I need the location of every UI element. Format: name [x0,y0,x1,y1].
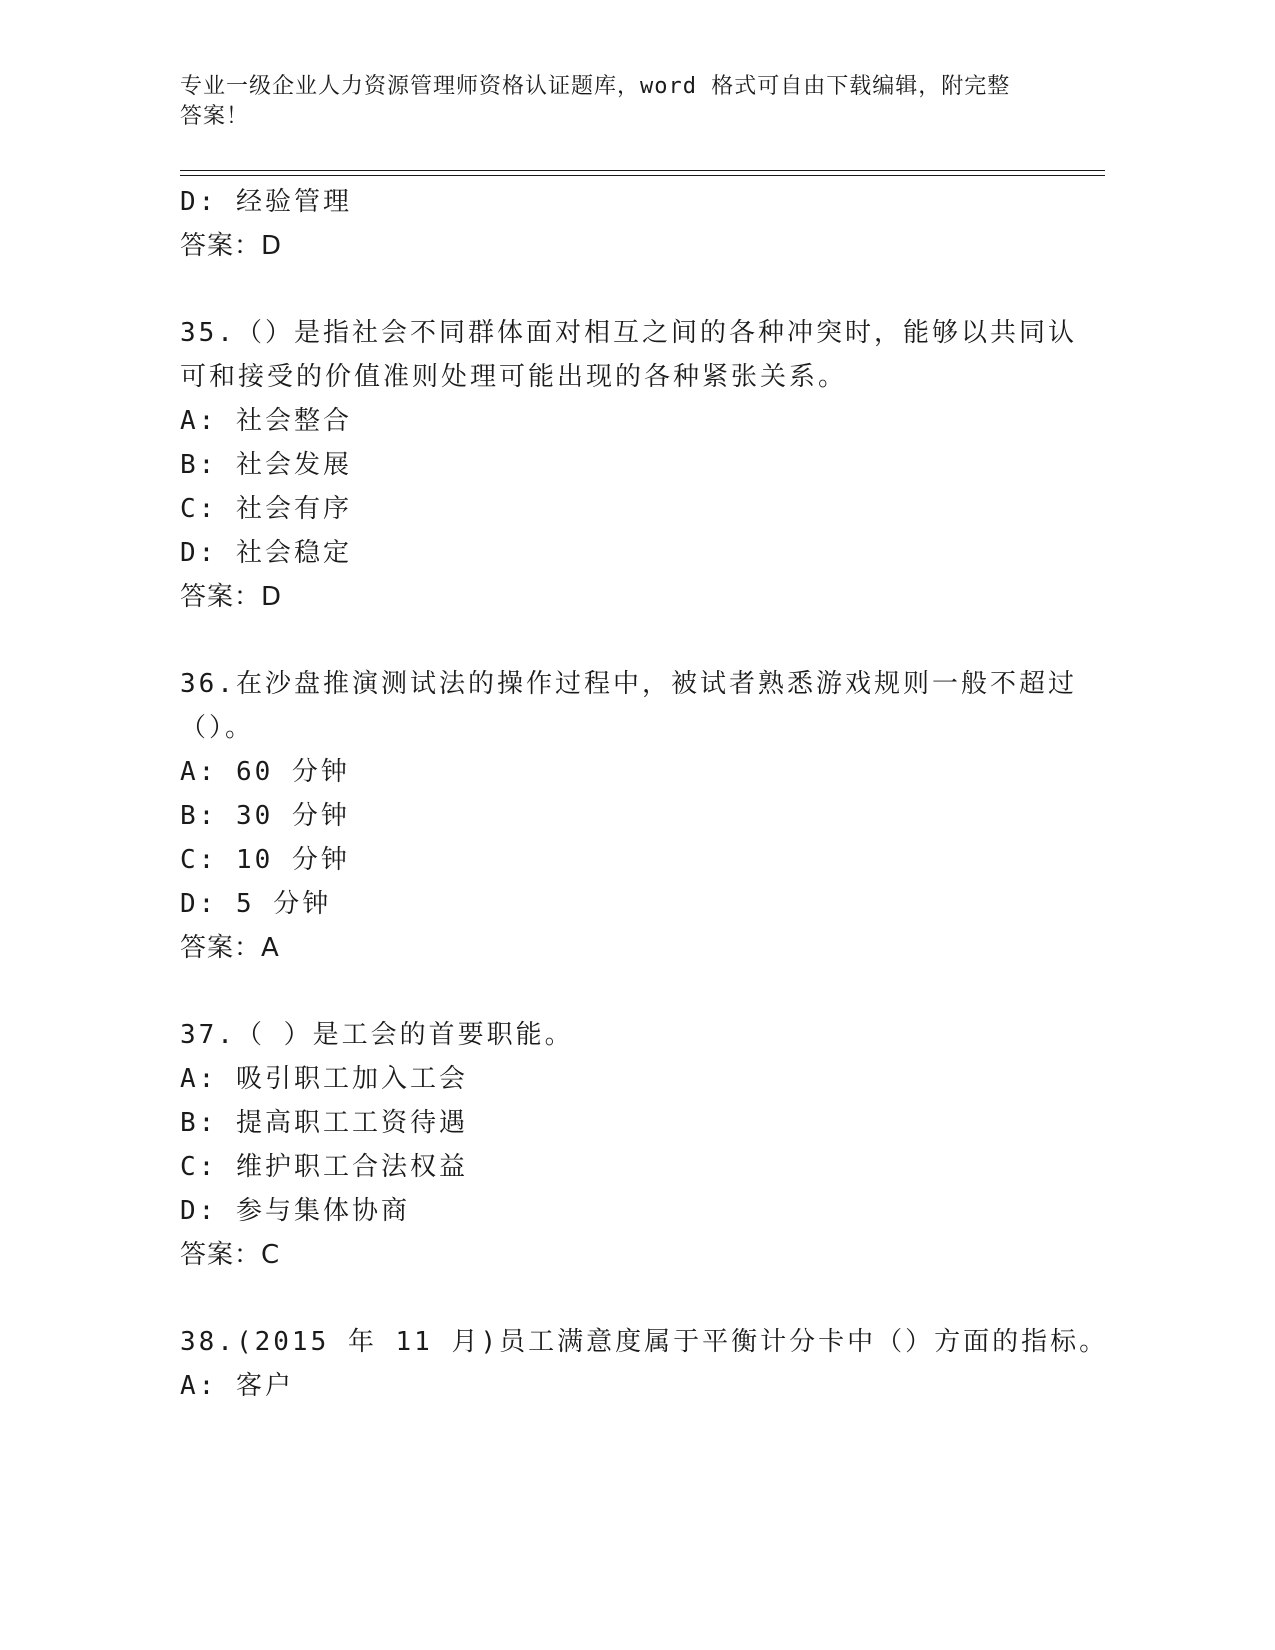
option-c: C: 10 分钟 [180,845,350,875]
answer-value: C [261,1240,281,1270]
document-header [180,72,1060,132]
spacer [180,1277,1050,1320]
answer-label: 答案： [180,933,262,963]
question-35 [180,311,1077,619]
spacer [180,619,1050,662]
question-37 [180,1013,1050,1277]
header-line-1: 专业一级企业人力资源管理师资格认证题库，word 格式可自由下载编辑，附完整 [180,74,1011,99]
answer-label: 答案： [180,1240,262,1270]
answer-value: D [261,582,283,612]
option-d: D: 参与集体协商 [180,1196,410,1226]
option-a: A: 60 分钟 [180,757,350,787]
question-text-line: 38.(2015 年 11 月)员工满意度属于平衡计分卡中（）方面的指标。 [180,1327,1109,1357]
option-a: A: 客户 [180,1371,294,1401]
answer-value: D [261,231,283,261]
answer-line [180,1233,1050,1277]
header-divider-bottom [180,175,1105,176]
option-d: D: 经验管理 [180,187,352,217]
option-c: C: 维护职工合法权益 [180,1152,468,1182]
spacer [180,268,1050,311]
question-text-line: 可和接受的价值准则处理可能出现的各种紧张关系。 [180,362,848,392]
option-b: B: 提高职工工资待遇 [180,1108,468,1138]
question-text-line: （）。 [180,713,255,743]
option-d: D: 社会稳定 [180,538,352,568]
option-a: A: 吸引职工加入工会 [180,1064,468,1094]
question-text-line: 35.（）是指社会不同群体面对相互之间的各种冲突时，能够以共同认 [180,318,1077,348]
header-divider-top [180,170,1105,171]
option-a: A: 社会整合 [180,406,352,436]
answer-line [180,926,1050,970]
answer-line [180,224,1050,268]
question-text-line: 36.在沙盘推演测试法的操作过程中，被试者熟悉游戏规则一般不超过 [180,669,1077,699]
option-b: B: 30 分钟 [180,801,350,831]
document-body [180,180,1109,1408]
answer-label: 答案： [180,231,262,261]
answer-value: A [261,933,280,963]
answer-line [180,575,1050,619]
option-c: C: 社会有序 [180,494,352,524]
question-text-line: 37.（ ）是工会的首要职能。 [180,1020,574,1050]
option-d: D: 5 分钟 [180,889,332,919]
question-36 [180,662,1077,970]
spacer [180,970,1050,1013]
header-line-2: 答案！ [180,104,250,129]
question-38 [180,1320,1109,1408]
option-b: B: 社会发展 [180,450,352,480]
answer-label: 答案： [180,582,262,612]
